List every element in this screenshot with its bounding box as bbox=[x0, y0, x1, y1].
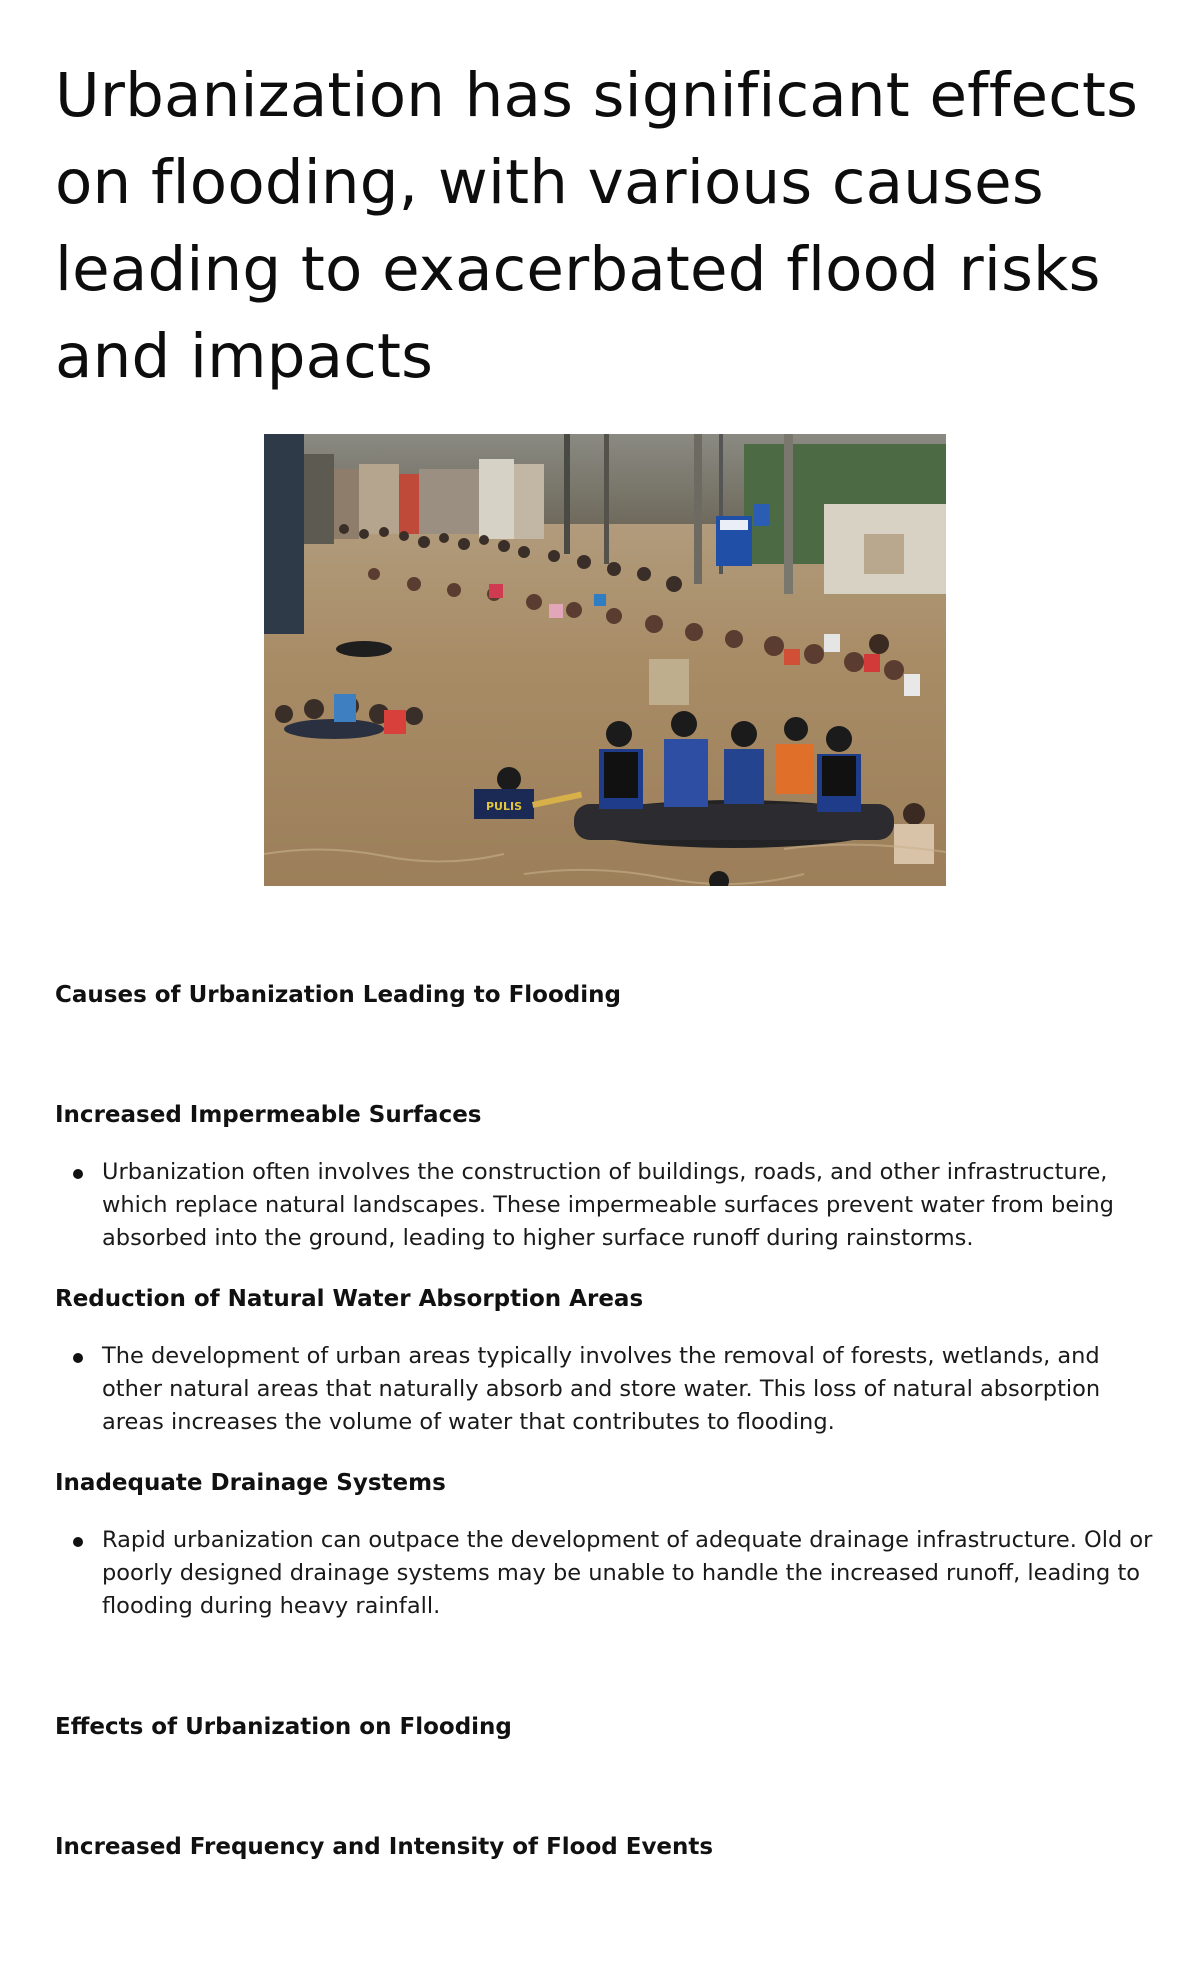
bullet-icon bbox=[73, 1537, 83, 1547]
section-heading-effects: Effects of Urbanization on Flooding bbox=[55, 1714, 512, 1740]
flood-street-photo-icon bbox=[264, 434, 946, 886]
bullet-text: Urbanization often involves the construction of buildings, roads, and other infrastructure, which replace natural landscapes. These impermeable surfaces prevent water from being absorbed into the ground, leading to higher surface runoff during rainstorms. bbox=[102, 1159, 1114, 1251]
subheading-frequency-intensity: Increased Frequency and Intensity of Flood Events bbox=[55, 1834, 714, 1860]
bullet-icon bbox=[73, 1169, 83, 1179]
svg-text:PULIS: PULIS bbox=[486, 800, 523, 813]
bullet-list-impermeable bbox=[55, 1156, 1155, 1255]
flood-photo bbox=[264, 434, 946, 886]
subheading-drainage-systems: Inadequate Drainage Systems bbox=[55, 1470, 446, 1496]
list-item bbox=[55, 1340, 1155, 1439]
page-title: Urbanization has significant effects on flooding, with various causes leading to exacerbated flood risks and impacts bbox=[55, 60, 1139, 392]
subheading-natural-absorption: Reduction of Natural Water Absorption Areas bbox=[55, 1286, 644, 1312]
subheading-impermeable-surfaces: Increased Impermeable Surfaces bbox=[55, 1102, 482, 1128]
bullet-text: The development of urban areas typically involves the removal of forests, wetlands, and other natural areas that naturally absorb and store water. This loss of natural absorption areas increases the volume of water that contributes to flooding. bbox=[102, 1343, 1101, 1435]
bullet-text: Rapid urbanization can outpace the development of adequate drainage infrastructure. Old or poorly designed drainage systems may be unable to handle the increased runoff, leading to flooding during heavy rainfall. bbox=[102, 1527, 1153, 1619]
section-heading-causes: Causes of Urbanization Leading to Flooding bbox=[55, 982, 621, 1008]
bullet-list-absorption bbox=[55, 1340, 1155, 1439]
list-item bbox=[55, 1156, 1155, 1255]
bullet-icon bbox=[73, 1353, 83, 1363]
list-item bbox=[55, 1524, 1155, 1623]
bullet-list-drainage bbox=[55, 1524, 1155, 1623]
